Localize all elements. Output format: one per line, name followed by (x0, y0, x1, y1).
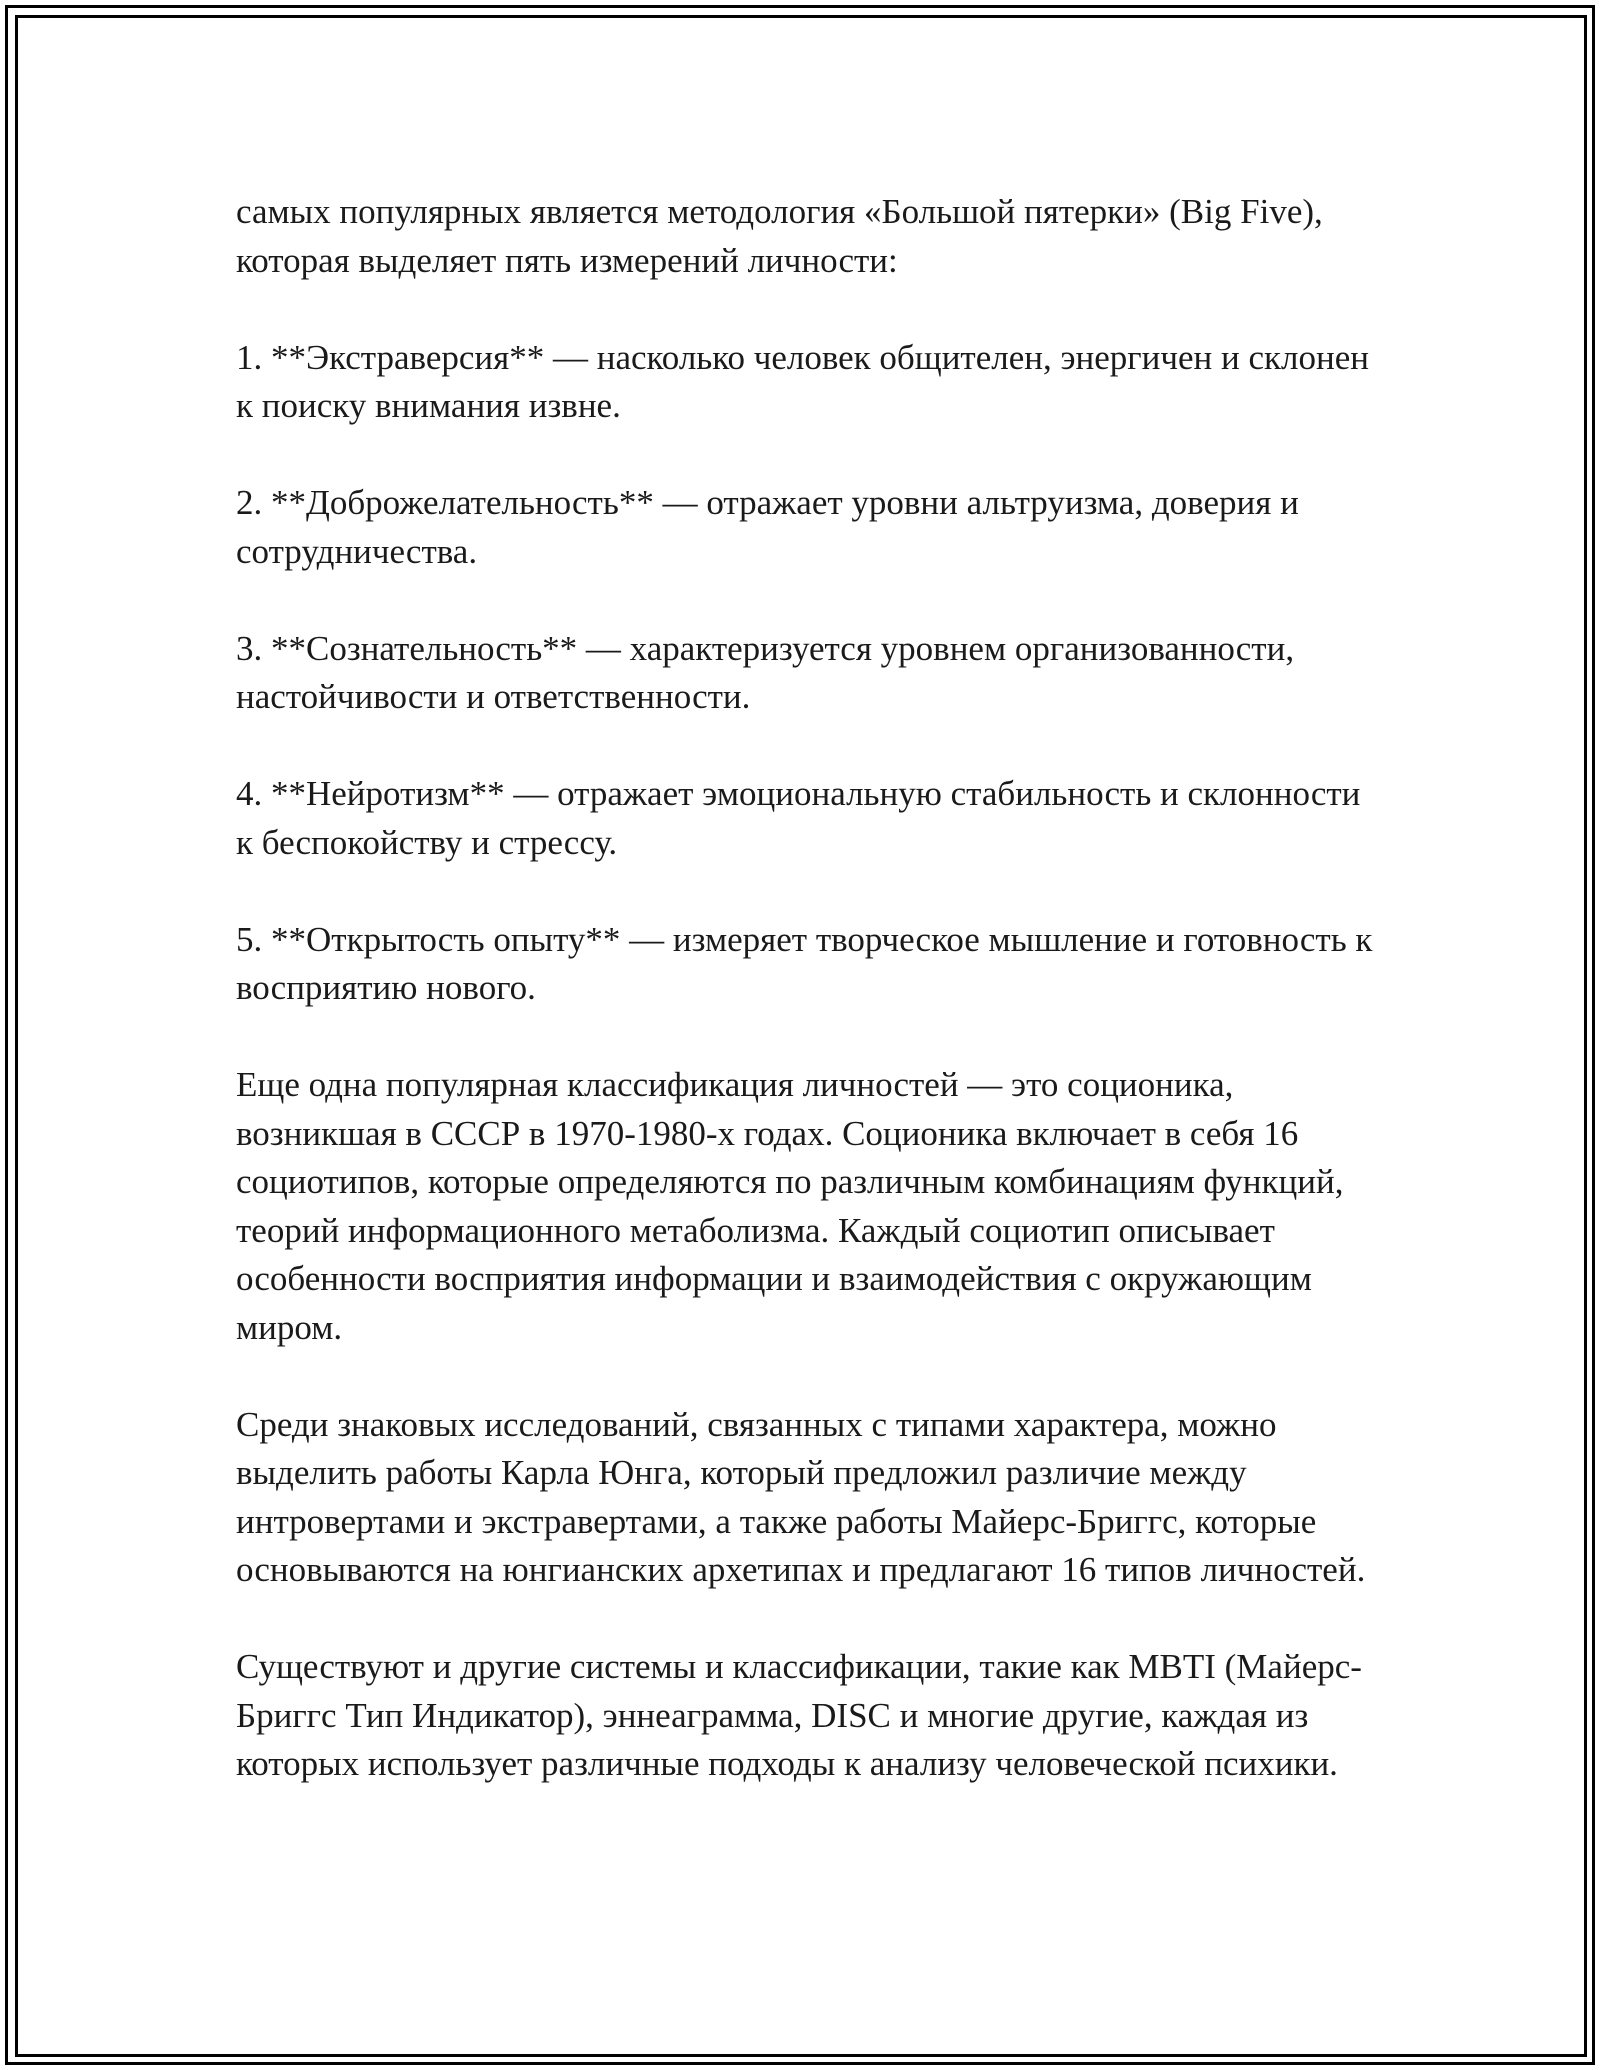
document-body (236, 188, 1376, 1789)
list-item-extraversion: 1. **Экстраверсия** — насколько человек общителен, энергичен и склонен к поиску внимания извне. (236, 337, 1369, 425)
list-item-neuroticism: 4. **Нейротизм** — отражает эмоциональную стабильность и склонности к беспокойству и стрессу. (236, 774, 1361, 862)
list-item-conscientiousness: 3. **Сознательность** — характеризуется уровнем организованности, настойчивости и ответственности. (236, 628, 1295, 716)
intro-paragraph: самых популярных является методология «Большой пятерки» (Big Five), которая выделяет пять измерений личности: (236, 192, 1323, 280)
jung-paragraph: Среди знаковых исследований, связанных с типами характера, можно выделить работы Карла Юнга, который предложил различие между интровертами и экстравертами, а также работы Майерс-Бриггс, которые основываются на юнгианских архетипах и предлагают 16 типов личностей. (236, 1404, 1366, 1589)
list-item-openness: 5. **Открытость опыту** — измеряет творческое мышление и готовность к восприятию нового. (236, 919, 1373, 1007)
socionics-paragraph: Еще одна популярная классификация личностей — это соционика, возникшая в СССР в 1970-1980-х годах. Соционика включает в себя 16 социотипов, которые определяются по различным комбинациям функций, теорий информационного метаболизма. Каждый социотип описывает особенности восприятия информации и взаимодействия с окружающим миром. (236, 1065, 1344, 1347)
list-item-agreeableness: 2. **Доброжелательность** — отражает уровни альтруизма, доверия и сотрудничества. (236, 483, 1299, 571)
other-systems-paragraph: Существуют и другие системы и классификации, такие как MBTI (Майерс-Бриггс Тип Индикатор), эннеаграмма, DISC и многие другие, каждая из которых использует различные подходы к анализу человеческой психики. (236, 1647, 1362, 1783)
